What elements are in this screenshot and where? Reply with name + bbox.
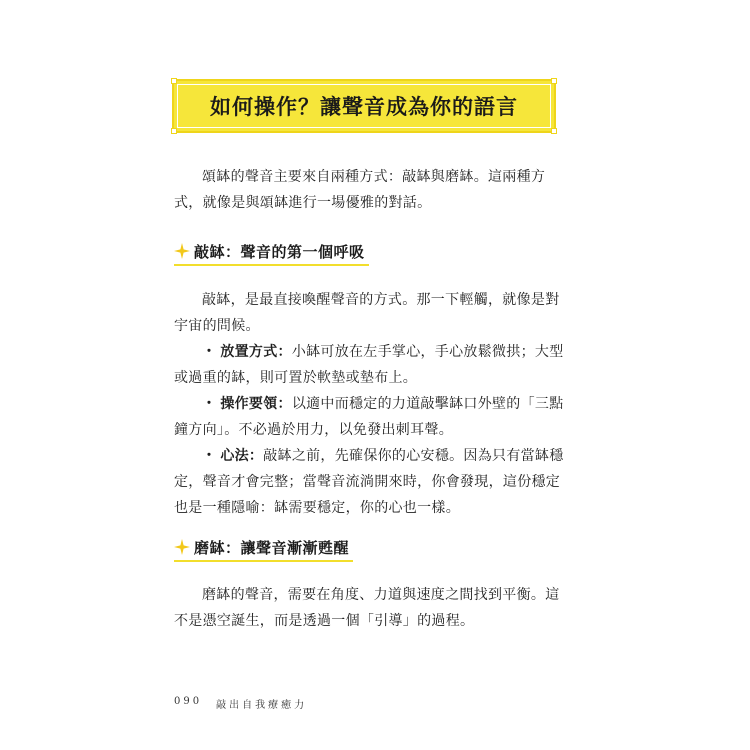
section-heading-striking [174, 238, 369, 266]
banner-corner-ornament [171, 78, 177, 84]
page-number: 090 [174, 696, 203, 707]
sparkle-icon [174, 539, 190, 555]
section-heading-rimming [174, 534, 353, 562]
section1-paragraph: 敲缽，是最直接喚醒聲音的方式。那一下輕觸，就像是對宇宙的問候。 [174, 292, 560, 334]
section-heading-text: 磨缽：讓聲音漸漸甦醒 [194, 538, 350, 557]
bullet-head: 心法： [220, 448, 264, 464]
intro-paragraph: 頌缽的聲音主要來自兩種方式：敲缽與磨缽。這兩種方式，就像是與頌缽進行一場優雅的對話。 [174, 169, 546, 211]
bullet-head: 操作要領： [220, 396, 292, 412]
bullet-item-technique [174, 391, 564, 443]
bullet-item-mindset [174, 443, 564, 521]
banner-corner-ornament [551, 78, 557, 84]
banner-corner-ornament [171, 128, 177, 134]
bullet-dot: ・ [202, 448, 217, 464]
page-footer [174, 696, 307, 711]
section2-paragraph: 磨缽的聲音，需要在角度、力道與速度之間找到平衡。這不是憑空誕生，而是透過一個「引導」的過程。 [174, 587, 560, 629]
bullet-dot: ・ [202, 396, 217, 412]
bullet-text: 敲缽之前，先確保你的心安穩。因為只有當缽穩定，聲音才會完整；當聲音流淌開來時，你會發現，這份穩定也是一種隱喻：缽需要穩定，你的心也一樣。 [174, 448, 564, 516]
section-heading-text: 敲缽：聲音的第一個呼吸 [194, 242, 365, 261]
bullet-dot: ・ [202, 344, 217, 360]
sparkle-icon [174, 243, 190, 259]
bullet-head: 放置方式： [220, 344, 292, 360]
bullet-text: 小缽可放在左手掌心，手心放鬆微拱；大型或過重的缽，則可置於軟墊或墊布上。 [174, 344, 564, 386]
chapter-title: 如何操作？讓聲音成為你的語言 [210, 94, 518, 119]
banner-corner-ornament [551, 128, 557, 134]
chapter-title-banner [172, 79, 556, 133]
bullet-item-placement [174, 339, 564, 391]
book-title: 敲出自我療癒力 [216, 700, 308, 711]
bullet-text: 以適中而穩定的力道敲擊缽口外壁的「三點鐘方向」。不必過於用力，以免發出刺耳聲。 [174, 396, 564, 438]
